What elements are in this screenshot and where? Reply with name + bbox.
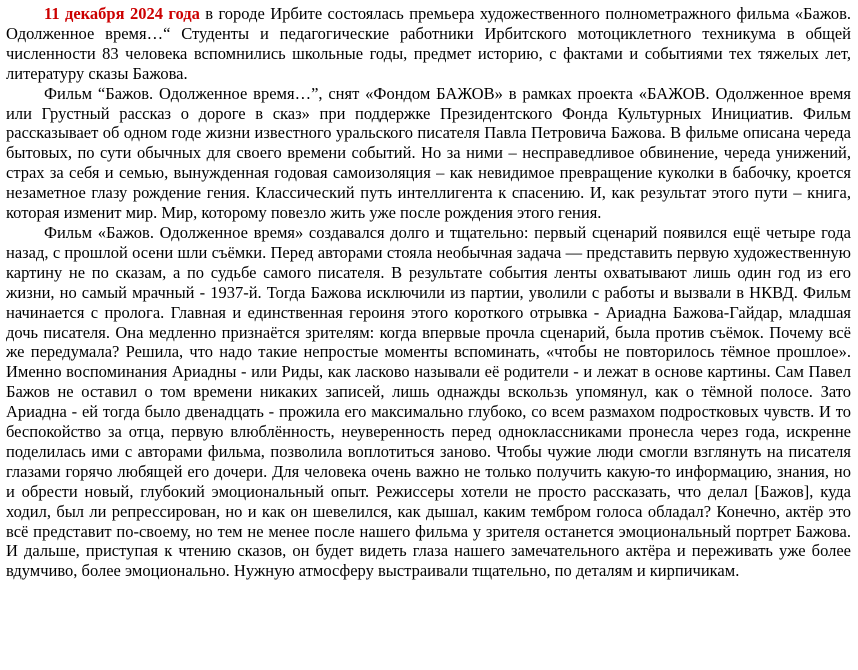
paragraph-film-about-text: Фильм “Бажов. Одолженное время…”, снят «Фондом БАЖОВ» в рамках проекта «БАЖОВ. Одолженное время или Грустный рассказ о дороге в сказ» при поддержке Президентского Фонда Культурных Инициатив. Фильм рассказывает об одном годе жизни известного уральского писателя Павла Петровича Бажова. В фильме описана череда бытовых, по сути обычных для своего времени событий. Но за ними – несправедливое обвинение, череда унижений, страх за себя и семью, вынужденная годовая самоизоляция – как невидимое превращение куколки в бабочку, кроется незаметное глазу рождение гения. Классический путь интеллигента к спасению. И, как результат этого пути – книга, которая изменит мир. Мир, которому повезло жить уже после рождения этого гения. <box>6 83 851 223</box>
paragraph-film-making <box>6 223 851 581</box>
paragraph-premiere <box>6 4 851 84</box>
premiere-date: 11 декабря 2024 года <box>44 4 200 23</box>
paragraph-film-about <box>6 84 851 223</box>
paragraph-premiere-text: в городе Ирбите состоялась премьера художественного полнометражного фильма «Бажов. Одолженное время…“ Студенты и педагогические работники Ирбитского мотоциклетного техникума в общей численности 83 человека вспомнились школьные годы, предмет историю, с фактами и событиями тех тяжелых лет, литературу сказы Бажова. <box>6 4 852 83</box>
paragraph-film-making-text: Фильм «Бажов. Одолженное время» создавался долго и тщательно: первый сценарий появился ещё четыре года назад, с прошлой осени шли съёмки. Перед авторами стояла необычная задача — представить первую художественную картину не по сказам, а по судьбе самого писателя. В результате события ленты охватывают лишь один год из его жизни, но самый мрачный - 1937-й. Тогда Бажова исключили из партии, уволили с работы и вызвали в НКВД. Фильм начинается с пролога. Главная и единственная героиня этого короткого отрывка - Ариадна Бажова-Гайдар, младшая дочь писателя. Она медленно признаётся зрителям: когда впервые прочла сценарий, была против съёмок. Почему всё же передумала? Решила, что надо такие непростые моменты вспоминать, «чтобы не повторилось тёмное прошлое». Именно воспоминания Ариадны - или Риды, как ласково называли её родители - и лежат в основе картины. Сам Павел Бажов не оставил о том времени никаких записей, лишь однажды вскользь упомянул, как о тёмной полосе. Зато Ариадна - ей тогда было двенадцать - прожила его максимально глубоко, со всем размахом подростковых чувств. И то беспокойство за отца, первую влюблённость, неуверенность перед одноклассниками пронесла через года, искренне поделилась ими с авторами фильма, позволила воплотиться заново. Чтобы чужие люди смогли взглянуть на писателя глазами горячо любящей его дочери. Для человека очень важно не только получить какую-то информацию, знания, но и обрести новый, глубокий эмоциональный опыт. Режиссеры хотели не просто рассказать, что делал [Бажов], куда ходил, был ли репрессирован, но и как он шевелился, как дышал, каким тембром голоса обладал? Конечно, актёр это всё представит по-своему, но тем не менее после нашего фильма у зрителя останется эмоциональный портрет Бажова. И дальше, приступая к чтению сказов, он будет видеть глаза нашего замечательного актёра и переживать уже более вдумчиво, более эмоционально. Нужную атмосферу выстраивали тщательно, по деталям и кирпичикам. <box>6 222 851 581</box>
